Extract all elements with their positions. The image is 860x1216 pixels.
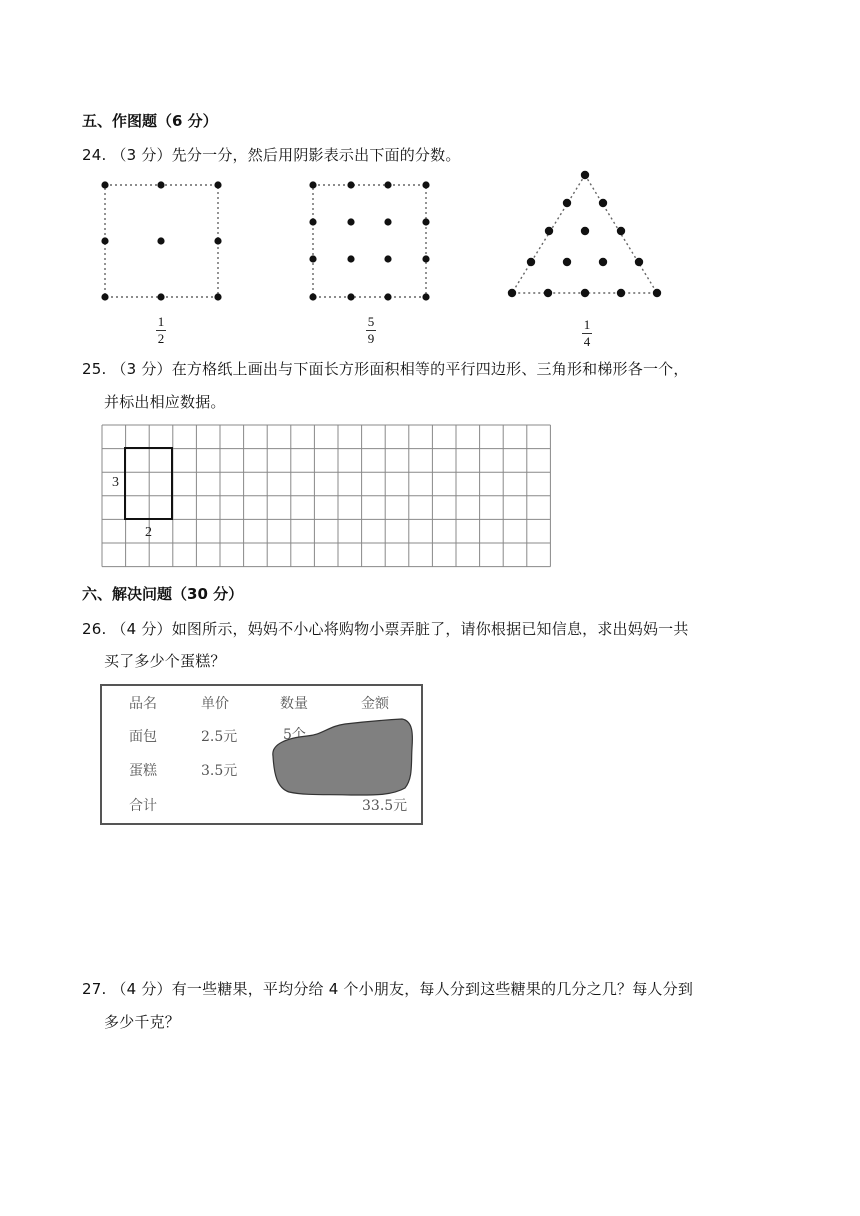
question-27-line2: 多少千克？ [104, 1013, 181, 1031]
receipt-header-price: 单价 [201, 696, 229, 712]
fraction-numerator: 1 [157, 314, 165, 329]
receipt-header-name: 品名 [129, 696, 157, 712]
fraction-numerator: 5 [367, 314, 375, 329]
q24-dot-figures [95, 168, 675, 308]
fraction-numerator: 1 [583, 317, 591, 332]
fraction-one-quarter [572, 318, 602, 349]
dot-triangle-quarters [508, 171, 661, 297]
receipt-header-qty: 数量 [280, 696, 308, 712]
question-27-line1: 27. （4 分）有一些糖果，平均分给 4 个小朋友，每人分到这些糖果的几分之几？每人分到 [82, 980, 694, 998]
shopping-receipt [100, 684, 423, 825]
section-title-problems: 六、解决问题（30 分） [82, 585, 244, 603]
receipt-total-label: 合计 [129, 798, 157, 814]
question-24-text: 24. （3 分）先分一分，然后用阴影表示出下面的分数。 [82, 146, 461, 164]
fraction-denominator: 9 [367, 331, 375, 346]
grid-paper[interactable] [100, 423, 552, 569]
fraction-one-half [146, 315, 176, 346]
fraction-denominator: 2 [157, 331, 165, 346]
dot-square-quarters [101, 181, 221, 300]
dot-square-ninths [309, 181, 429, 300]
receipt-header-amount: 金额 [361, 696, 389, 712]
fraction-five-ninths [356, 315, 386, 346]
question-25-line1: 25. （3 分）在方格纸上画出与下面长方形面积相等的平行四边形、三角形和梯形各一个， [82, 360, 689, 378]
rect-height-label: 3 [112, 475, 119, 490]
receipt-row-qty: 5个 [283, 727, 306, 743]
question-26-line2: 买了多少个蛋糕？ [104, 652, 226, 670]
receipt-row-price: 3.5元 [201, 763, 238, 779]
dirty-stain [267, 716, 417, 798]
section-title-drawing: 五、作图题（6 分） [82, 112, 218, 130]
given-rectangle [125, 448, 172, 519]
receipt-row-name: 蛋糕 [129, 763, 157, 779]
question-25-line2: 并标出相应数据。 [104, 393, 226, 411]
rect-width-label: 2 [145, 525, 152, 540]
question-26-line1: 26. （4 分）如图所示，妈妈不小心将购物小票弄脏了，请你根据已知信息，求出妈妈一共 [82, 620, 689, 638]
receipt-row-price: 2.5元 [201, 729, 238, 745]
receipt-row-name: 面包 [129, 729, 157, 745]
fraction-denominator: 4 [583, 334, 591, 349]
receipt-total-value: 33.5元 [362, 798, 408, 814]
